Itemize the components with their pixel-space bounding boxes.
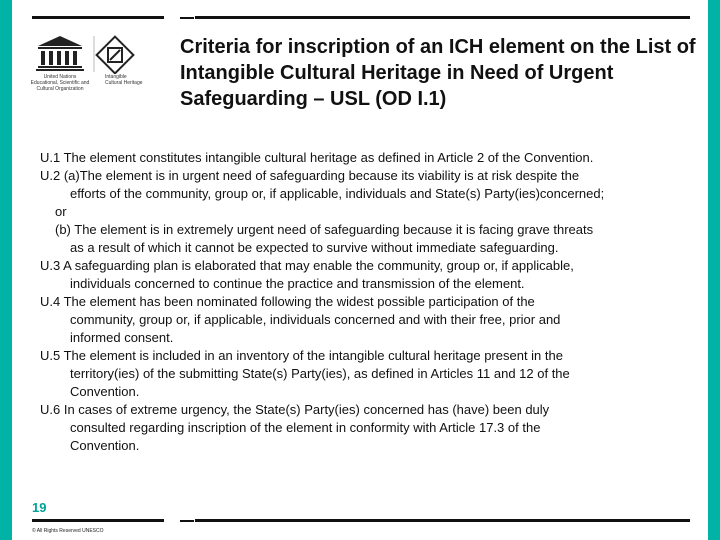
criterion-u6: U.6 In cases of extreme urgency, the State(s) Party(ies) concerned has (have) been duly: [40, 402, 550, 417]
criterion-u3-continuation: individuals concerned to continue the practice and transmission of the element.: [70, 276, 525, 291]
ich-caption: Intangible Cultural Heritage: [105, 74, 143, 86]
criterion-u5-continuation-2: Convention.: [70, 384, 140, 399]
criteria-list: [40, 149, 700, 455]
page-title: Criteria for inscription of an ICH element on the List of Intangible Cultural Heritage in Need of Urgent Safeguarding – USL (OD I.1): [180, 36, 696, 110]
copyright-notice: © All Rights Reserved UNESCO: [32, 528, 104, 534]
criterion-u2b: (b) The element is in extremely urgent need of safeguarding because it is facing grave threats: [55, 222, 594, 237]
criterion-u2b-continuation: as a result of which it cannot be expected to survive without immediate safeguarding.: [70, 240, 559, 255]
top-tick: [180, 17, 194, 19]
page-number: 19: [32, 500, 47, 515]
bottom-left-rule: [32, 519, 164, 522]
top-right-rule: [195, 16, 690, 19]
top-left-rule: [32, 16, 164, 19]
bottom-tick: [180, 520, 194, 522]
criterion-u3: U.3 A safeguarding plan is elaborated that may enable the community, group or, if applicable,: [40, 258, 574, 273]
criterion-u4-continuation-1: community, group or, if applicable, individuals concerned and with their free, prior and: [70, 312, 561, 327]
criterion-u2-or: or: [55, 204, 67, 219]
criterion-u6-continuation-2: Convention.: [70, 438, 140, 453]
criterion-u4: U.4 The element has been nominated following the widest possible participation of the: [40, 294, 535, 309]
criterion-u5: U.5 The element is included in an inventory of the intangible cultural heritage present in the: [40, 348, 563, 363]
bottom-right-rule: [195, 519, 690, 522]
unesco-ich-logo: [30, 34, 165, 100]
criterion-u1: U.1 The element constitutes intangible cultural heritage as defined in Article 2 of the Convention.: [40, 150, 594, 165]
criterion-u5-continuation-1: territory(ies) of the submitting State(s) Party(ies), as defined in Articles 11 and 12 of the: [70, 366, 570, 381]
criterion-u2a-continuation: efforts of the community, group or, if applicable, individuals and State(s) Party(ies)concerned;: [70, 186, 605, 201]
left-accent-bar: [0, 0, 12, 540]
criterion-u6-continuation-1: consulted regarding inscription of the element in conformity with Article 17.3 of the: [70, 420, 541, 435]
unesco-caption: United Nations Educational, Scientific and Cultural Organization: [30, 74, 90, 92]
criterion-u2a: U.2 (a)The element is in urgent need of safeguarding because its viability is at risk despite the: [40, 168, 580, 183]
criterion-u4-continuation-2: informed consent.: [70, 330, 174, 345]
unesco-temple-icon: [30, 34, 165, 74]
right-accent-bar: [708, 0, 720, 540]
